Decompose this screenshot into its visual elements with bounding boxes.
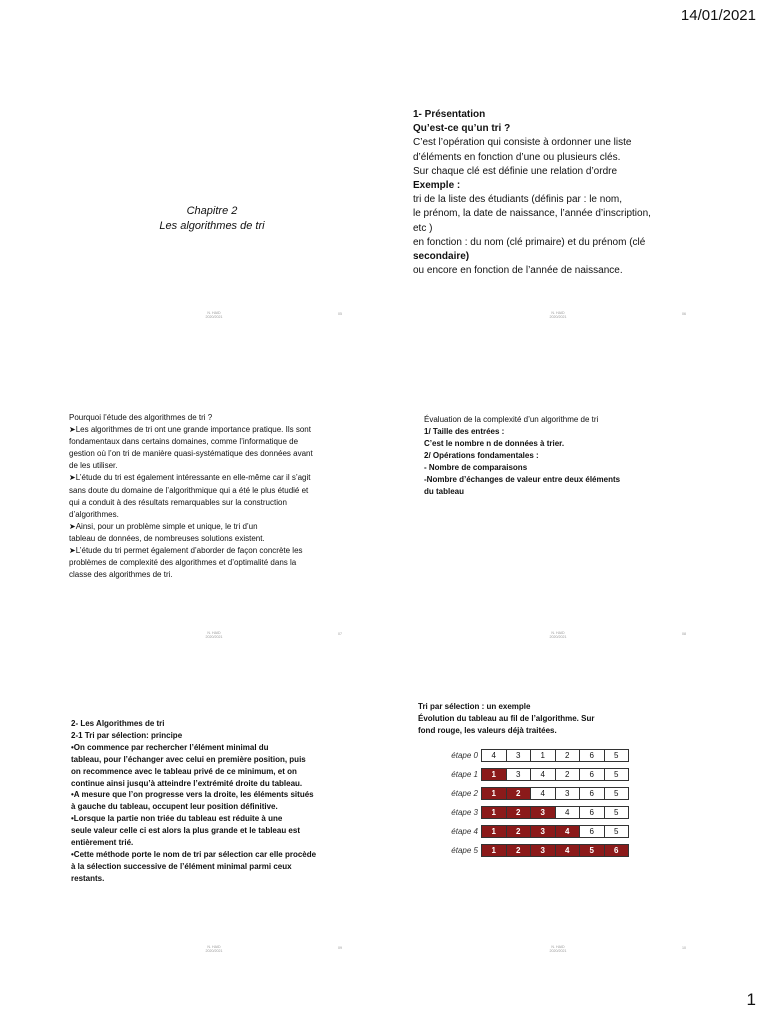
text-line: qui a conduit à des résultats remarquables sur la construction xyxy=(69,497,287,507)
text-line: gestion où l’on tri de manière quasi-systématique des données avant xyxy=(69,449,313,459)
text-line: 1- Présentation xyxy=(413,109,486,120)
slide-1 xyxy=(42,56,382,356)
footer-number: 10 xyxy=(682,946,686,950)
processed-cell: 3 xyxy=(530,806,556,819)
array-cell: 6 xyxy=(579,768,605,781)
processed-cell: 3 xyxy=(530,844,556,857)
array-cell: 1 xyxy=(530,749,556,762)
processed-cell: 1 xyxy=(481,768,507,781)
text-line: 2-1 Tri par sélection: principe xyxy=(71,730,183,740)
text-line: à gauche du tableau, occupent leur position définitive. xyxy=(71,802,278,812)
text-line: fond rouge, les valeurs déjà traitées. xyxy=(418,726,557,735)
text-line: continue ainsi jusqu’à atteindre l’extrémité droite du tableau. xyxy=(71,778,303,788)
footer-author: N. HAID xyxy=(551,945,565,949)
text-line: Pourquoi l’étude des algorithmes de tri ? xyxy=(69,413,213,422)
array-cell: 3 xyxy=(506,768,532,781)
array-cell: 2 xyxy=(555,768,581,781)
text-line: entièrement trié. xyxy=(71,838,134,848)
slide-footer xyxy=(386,945,726,959)
array-cell: 6 xyxy=(579,749,605,762)
text-line: à la sélection successive de l’élément minimal parmi ceux xyxy=(71,861,292,871)
slide-text xyxy=(424,414,714,498)
step-cells xyxy=(482,749,629,762)
processed-cell: 2 xyxy=(506,806,532,819)
text-line: sans doute du domaine de l’algorithmique qui a été le plus étudié et xyxy=(69,485,309,495)
slide-5 xyxy=(42,690,382,990)
header-date: 14/01/2021 xyxy=(680,7,756,24)
array-cell: 6 xyxy=(579,825,605,838)
slide-text xyxy=(71,718,371,885)
text-line: du tableau xyxy=(424,487,465,496)
step-label: étape 4 xyxy=(451,827,478,836)
text-line: C’est le nombre n de données à trier. xyxy=(424,439,565,448)
slide-footer xyxy=(42,311,382,325)
footer-author: N. HAID xyxy=(207,945,221,949)
chapter-title xyxy=(122,204,302,234)
text-line: tableau, pour l’échanger avec celui en première position, puis xyxy=(71,754,306,764)
footer-year: 2020/2021 xyxy=(205,949,223,954)
array-cell: 5 xyxy=(604,787,630,800)
footer-number: 08 xyxy=(682,632,686,636)
slide-6 xyxy=(386,690,726,990)
text-line: classe des algorithmes de tri. xyxy=(69,570,173,580)
processed-cell: 2 xyxy=(506,825,532,838)
text-line: ➤L’étude du tri permet également d’aborder de façon concrète les xyxy=(69,546,303,556)
array-cell: 4 xyxy=(530,787,556,800)
text-line: Qu’est-ce qu’un tri ? xyxy=(413,123,511,135)
footer-number: 05 xyxy=(338,312,342,316)
text-line: •On commence par rechercher l’élément minimal du xyxy=(71,742,269,752)
text-line: on recommence avec le tableau privé de ce minimum, et on xyxy=(71,766,297,776)
footer-year: 2020/2021 xyxy=(205,635,223,640)
text-line: secondaire) xyxy=(413,251,470,263)
step-label: étape 5 xyxy=(451,846,478,855)
slide-text xyxy=(418,701,708,737)
slide-3 xyxy=(42,376,382,676)
slide-footer xyxy=(42,945,382,959)
array-cell: 4 xyxy=(555,806,581,819)
array-cell: 5 xyxy=(604,768,630,781)
footer-year: 2020/2021 xyxy=(549,635,567,640)
text-line: 2- Les Algorithmes de tri xyxy=(71,719,165,728)
footer-year: 2020/2021 xyxy=(549,949,567,954)
processed-cell: 3 xyxy=(530,825,556,838)
footer-author: N. HAID xyxy=(207,311,221,315)
text-line: -Nombre d’échanges de valeur entre deux éléments xyxy=(424,475,621,484)
array-cell: 5 xyxy=(604,825,630,838)
array-cell: 6 xyxy=(579,787,605,800)
array-cell: 5 xyxy=(604,749,630,762)
text-line: tri de la liste des étudiants (définis par : le nom, xyxy=(413,194,622,206)
text-line: C’est l’opération qui consiste à ordonner une liste xyxy=(413,137,632,149)
processed-cell: 1 xyxy=(481,787,507,800)
slide-4 xyxy=(386,376,726,676)
step-label: étape 1 xyxy=(451,770,478,779)
footer-number: 06 xyxy=(682,312,686,316)
footer-number: 09 xyxy=(338,946,342,950)
array-cell: 3 xyxy=(506,749,532,762)
slide-footer xyxy=(386,631,726,645)
text-line: 1/ Taille des entrées : xyxy=(424,427,505,436)
processed-cell: 4 xyxy=(555,844,581,857)
text-line: d’éléments en fonction d’une ou plusieurs clés. xyxy=(413,151,621,163)
text-line: de les utiliser. xyxy=(69,461,118,471)
step-cells xyxy=(482,825,629,838)
footer-year: 2020/2021 xyxy=(205,315,223,320)
text-line: ➤Les algorithmes de tri ont une grande importance pratique. Ils sont xyxy=(69,425,311,435)
step-cells xyxy=(482,768,629,781)
text-line: •A mesure que l’on progresse vers la droite, les éléments situés xyxy=(71,790,314,800)
text-line: Exemple : xyxy=(413,180,461,192)
text-line: tableau de données, de nombreuses solutions existent. xyxy=(69,533,265,543)
array-cell: 2 xyxy=(555,749,581,762)
footer-author: N. HAID xyxy=(551,311,565,315)
processed-cell: 5 xyxy=(579,844,605,857)
step-cells xyxy=(482,787,629,800)
page-number: 1 xyxy=(746,990,756,1009)
text-line: d’algorithmes. xyxy=(69,509,119,519)
footer-number: 07 xyxy=(338,632,342,636)
text-line: en fonction : du nom (clé primaire) et du prénom (clé xyxy=(413,236,646,248)
chapter-title-line2: Les algorithmes de tri xyxy=(159,220,265,232)
processed-cell: 1 xyxy=(481,844,507,857)
array-cell: 4 xyxy=(481,749,507,762)
text-line: Évaluation de la complexité d’un algorithme de tri xyxy=(424,415,599,424)
text-line: 2/ Opérations fondamentales : xyxy=(424,451,539,460)
array-cell: 5 xyxy=(604,806,630,819)
step-label: étape 3 xyxy=(451,808,478,817)
array-cell: 3 xyxy=(555,787,581,800)
text-line: Tri par sélection : un exemple xyxy=(418,702,531,711)
text-line: fondamentaux dans certains domaines, comme l’informatique de xyxy=(69,437,299,447)
processed-cell: 1 xyxy=(481,825,507,838)
text-line: Sur chaque clé est définie une relation d’ordre xyxy=(413,165,618,177)
text-line: ➤L’étude du tri est également intéressante en elle-même car il s’agit xyxy=(69,473,311,483)
text-line: •Cette méthode porte le nom de tri par sélection car elle procède xyxy=(71,849,317,859)
slide-footer xyxy=(386,311,726,325)
processed-cell: 1 xyxy=(481,806,507,819)
step-cells xyxy=(482,844,629,857)
step-cells xyxy=(482,806,629,819)
text-line: restants. xyxy=(71,873,105,883)
slide-footer xyxy=(42,631,382,645)
text-line: Évolution du tableau au fil de l’algorithme. Sur xyxy=(418,714,595,723)
text-line: le prénom, la date de naissance, l’année d’inscription, xyxy=(413,208,651,220)
slide-text xyxy=(69,412,369,581)
text-line: •Lorsque la partie non triée du tableau est réduite à une xyxy=(71,814,283,824)
processed-cell: 6 xyxy=(604,844,630,857)
processed-cell: 4 xyxy=(555,825,581,838)
text-line: ➤Ainsi, pour un problème simple et unique, le tri d’un xyxy=(69,521,258,531)
footer-author: N. HAID xyxy=(207,631,221,635)
footer-year: 2020/2021 xyxy=(549,315,567,320)
array-cell: 4 xyxy=(530,768,556,781)
chapter-title-line1: Chapitre 2 xyxy=(186,205,238,217)
text-line: problèmes de complexité des algorithmes et d’optimalité dans la xyxy=(69,558,297,568)
step-label: étape 0 xyxy=(451,751,478,760)
text-line: seule valeur celle ci est alors la plus grande et le tableau est xyxy=(71,826,300,836)
text-line: etc ) xyxy=(413,222,433,234)
step-label: étape 2 xyxy=(451,789,478,798)
text-line: - Nombre de comparaisons xyxy=(424,463,528,472)
slide-2 xyxy=(386,56,726,356)
slide-text xyxy=(413,108,703,278)
text-line: ou encore en fonction de l’année de naissance. xyxy=(413,265,623,277)
processed-cell: 2 xyxy=(506,787,532,800)
processed-cell: 2 xyxy=(506,844,532,857)
array-cell: 6 xyxy=(579,806,605,819)
footer-author: N. HAID xyxy=(551,631,565,635)
